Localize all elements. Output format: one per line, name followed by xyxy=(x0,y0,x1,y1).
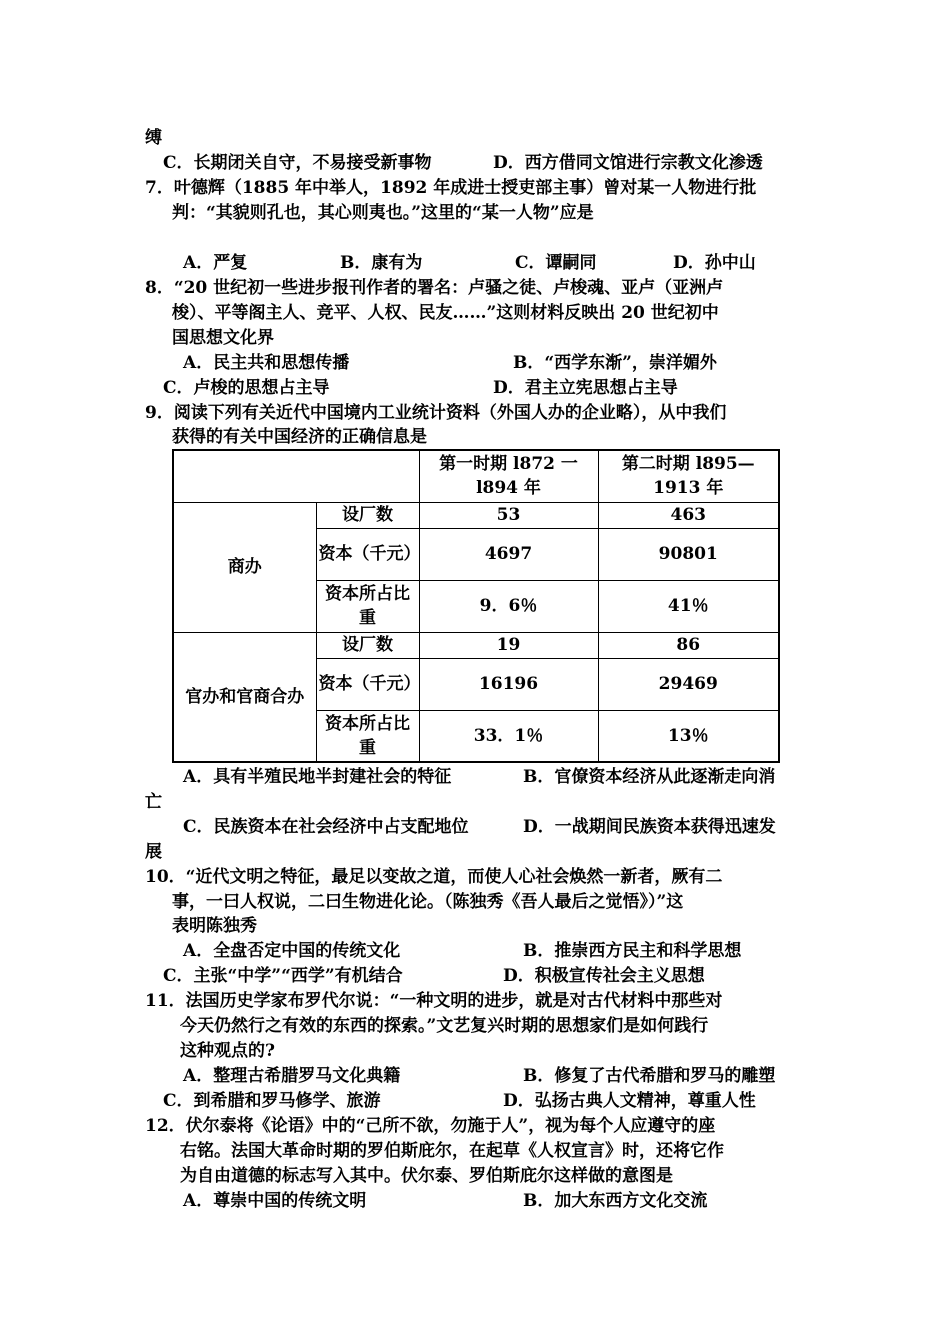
text-line: 缚 xyxy=(145,128,162,148)
option-b: B．加大东西方文化交流 xyxy=(523,1191,708,1211)
header-period-2: 第二时期 l895—1913 年 xyxy=(598,450,779,502)
question-12-stem: 为自由道德的标志写入其中。伏尔泰、罗伯斯庇尔这样做的意图是 xyxy=(180,1166,673,1186)
question-10-stem: 事，一曰人权说，二曰生物进化论。（陈独秀《吾人最后之觉悟》）”这 xyxy=(172,892,684,912)
question-8-stem: 国思想文化界 xyxy=(172,328,274,348)
option-a: A．民主共和思想传播 xyxy=(183,353,350,373)
option-b: B．官僚资本经济从此逐渐走向消 xyxy=(523,767,776,787)
option-a: A．整理古希腊罗马文化典籍 xyxy=(183,1066,401,1086)
table-cell: 53 xyxy=(419,502,598,528)
option-d: D．一战期间民族资本获得迅速发 xyxy=(523,817,776,837)
option-d: D．孙中山 xyxy=(673,253,756,273)
table-cell: 41％ xyxy=(598,580,779,632)
question-11-stem: 11．法国历史学家布罗代尔说：“一种文明的进步，就是对古代材料中那些对 xyxy=(145,991,723,1011)
option-b-wrap: 亡 xyxy=(145,792,162,812)
option-c: C．到希腊和罗马修学、旅游 xyxy=(163,1091,381,1111)
question-8-stem: 8．“20 世纪初一些进步报刊作者的署名：卢骚之徒、卢梭魂、亚卢（亚洲卢 xyxy=(145,278,724,298)
group-label-merchant: 商办 xyxy=(173,502,316,632)
table-corner-cell xyxy=(173,450,419,502)
row-label-share: 资本所占比重 xyxy=(316,710,419,762)
option-b: B．修复了古代希腊和罗马的雕塑 xyxy=(523,1066,776,1086)
option-d: D．西方借同文馆进行宗教文化渗透 xyxy=(493,153,763,173)
table-cell: 4697 xyxy=(419,528,598,580)
industry-statistics-table xyxy=(172,449,780,763)
table-cell: 90801 xyxy=(598,528,779,580)
table-cell: 9．6％ xyxy=(419,580,598,632)
table-cell: 86 xyxy=(598,632,779,658)
option-a: A．具有半殖民地半封建社会的特征 xyxy=(183,767,452,787)
option-b: B．“西学东渐”，崇洋媚外 xyxy=(513,353,717,373)
option-d: D．积极宣传社会主义思想 xyxy=(503,966,705,986)
question-10-stem: 表明陈独秀 xyxy=(172,916,257,936)
question-11-stem: 今天仍然行之有效的东西的探索。”文艺复兴时期的思想家们是如何践行 xyxy=(180,1016,709,1036)
option-a: A．全盘否定中国的传统文化 xyxy=(183,941,401,961)
option-d-wrap: 展 xyxy=(145,842,162,862)
table-cell: 29469 xyxy=(598,658,779,710)
table-cell: 13％ xyxy=(598,710,779,762)
option-d: D．君主立宪思想占主导 xyxy=(493,378,678,398)
question-9-stem: 9．阅读下列有关近代中国境内工业统计资料（外国人办的企业略），从中我们 xyxy=(145,403,727,423)
question-7-stem: 7．叶德辉（1885 年中举人，1892 年成进士授吏部主事）曾对某一人物进行批 xyxy=(145,178,757,198)
table-cell: 463 xyxy=(598,502,779,528)
row-label-factories: 设厂数 xyxy=(316,502,419,528)
option-c: C．卢梭的思想占主导 xyxy=(163,378,330,398)
option-c: C．长期闭关自守，不易接受新事物 xyxy=(163,153,432,173)
question-7-stem: 判：“其貌则孔也，其心则夷也。”这里的“某一人物”应是 xyxy=(172,203,594,223)
row-label-share: 资本所占比重 xyxy=(316,580,419,632)
table-cell: 33．1％ xyxy=(419,710,598,762)
option-a: A．严复 xyxy=(183,253,248,273)
option-c: C．谭嗣同 xyxy=(515,253,597,273)
question-12-stem: 12．伏尔泰将《论语》中的“己所不欲，勿施于人”，视为每个人应遵守的座 xyxy=(145,1116,716,1136)
option-b: B．推崇西方民主和科学思想 xyxy=(523,941,742,961)
table-cell: 16196 xyxy=(419,658,598,710)
header-period-1: 第一时期 l872 一 l894 年 xyxy=(419,450,598,502)
question-10-stem: 10．“近代文明之特征，最足以变故之道，而使人心社会焕然一新者，厥有二 xyxy=(145,867,723,887)
row-label-capital: 资本（千元） xyxy=(316,658,419,710)
option-c: C．主张“中学”“西学”有机结合 xyxy=(163,966,403,986)
row-label-factories: 设厂数 xyxy=(316,632,419,658)
option-b: B．康有为 xyxy=(340,253,423,273)
row-label-capital: 资本（千元） xyxy=(316,528,419,580)
group-label-official: 官办和官商合办 xyxy=(173,632,316,762)
option-c: C．民族资本在社会经济中占支配地位 xyxy=(183,817,469,837)
question-9-stem: 获得的有关中国经济的正确信息是 xyxy=(172,427,427,447)
option-d: D．弘扬古典人文精神，尊重人性 xyxy=(503,1091,756,1111)
table-cell: 19 xyxy=(419,632,598,658)
option-a: A．尊崇中国的传统文明 xyxy=(183,1191,367,1211)
question-11-stem: 这种观点的? xyxy=(180,1041,275,1061)
question-12-stem: 右铭。法国大革命时期的罗伯斯庇尔，在起草《人权宣言》时，还将它作 xyxy=(180,1141,724,1161)
question-8-stem: 梭）、平等阁主人、竞平、人权、民友……”这则材料反映出 20 世纪初中 xyxy=(172,303,719,323)
